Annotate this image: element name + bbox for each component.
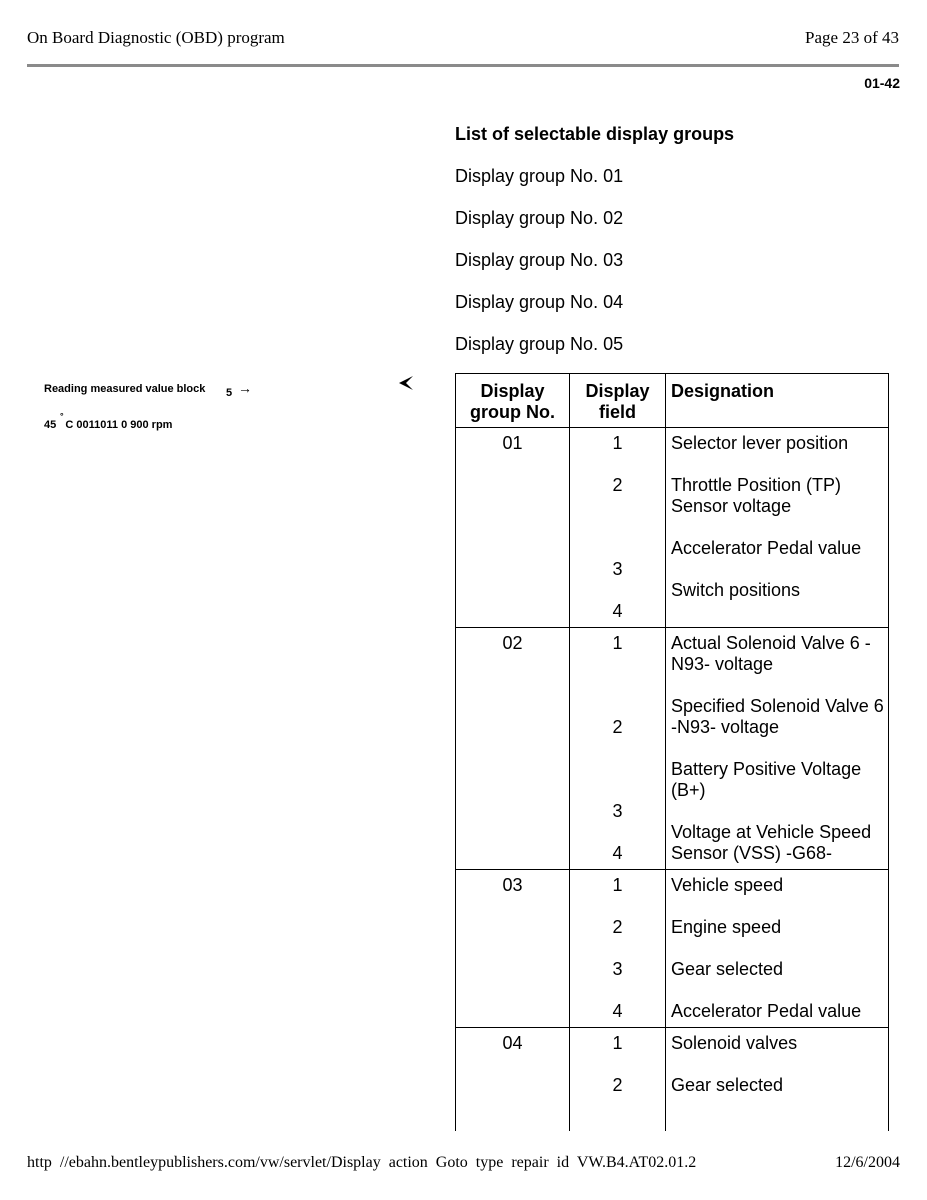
- field-number: 3: [612, 801, 623, 821]
- designation-text: Voltage at Vehicle Speed Sensor (VSS) -G68-: [671, 822, 872, 863]
- document-code: 01-42: [864, 75, 900, 91]
- designation-text: Solenoid valves: [671, 1033, 798, 1053]
- field-cell: [570, 628, 666, 870]
- field-number: 3: [612, 559, 623, 579]
- column-header-designation: Designation: [666, 374, 889, 428]
- designation-text: Gear selected: [671, 959, 784, 979]
- designation-text: Vehicle speed: [671, 875, 784, 895]
- designation-text: Battery Positive Voltage (B+): [671, 759, 862, 800]
- designation-text: Accelerator Pedal value: [671, 538, 862, 558]
- field-cell: [570, 870, 666, 1028]
- group-number: 02: [456, 628, 570, 870]
- designation-text: Specified Solenoid Valve 6 -N93- voltage: [671, 696, 884, 737]
- degree-symbol: °: [60, 411, 64, 421]
- field-number: 1: [612, 875, 623, 895]
- designation-text: Accelerator Pedal value: [671, 1001, 862, 1021]
- field-number: 4: [612, 1001, 623, 1021]
- table-row-group-02: [456, 628, 889, 870]
- footer-url[interactable]: http //ebahn.bentleypublishers.com/vw/servlet/Display action Goto type repair id VW.B4.AT02.01.2: [27, 1154, 697, 1171]
- designation-text: Throttle Position (TP) Sensor voltage: [671, 475, 842, 516]
- table-row-group-04: [456, 1028, 889, 1131]
- column-header-group: Display group No.: [456, 374, 570, 428]
- designation-cell: [666, 628, 889, 870]
- designation-text: Selector lever position: [671, 433, 849, 453]
- field-cell: [570, 428, 666, 628]
- display-group-link-01[interactable]: Display group No. 01: [455, 166, 624, 186]
- footer-date: 12/6/2004: [835, 1154, 900, 1171]
- measured-values: C 0011011 0 900 rpm: [65, 419, 173, 431]
- display-group-link-03[interactable]: Display group No. 03: [455, 250, 624, 270]
- field-number: 1: [612, 1033, 623, 1053]
- designation-text: Actual Solenoid Valve 6 -N93- voltage: [671, 633, 871, 674]
- field-number: 1: [612, 433, 623, 453]
- table-row-group-03: [456, 870, 889, 1028]
- field-number: 2: [612, 475, 623, 495]
- column-header-field: Display field: [570, 374, 666, 428]
- display-groups-table: [455, 373, 889, 1131]
- header-divider: [27, 64, 899, 67]
- field-number: 1: [612, 633, 623, 653]
- arrow-right-icon: →: [238, 380, 252, 396]
- field-number: 2: [612, 917, 623, 937]
- designation-text: Switch positions: [671, 580, 801, 600]
- group-number: 01: [456, 428, 570, 628]
- designation-cell: [666, 428, 889, 628]
- field-cell: [570, 1028, 666, 1131]
- group-number: 04: [456, 1028, 570, 1131]
- list-heading: List of selectable display groups: [455, 124, 735, 144]
- display-group-link-04[interactable]: Display group No. 04: [455, 292, 624, 312]
- block-number: 5: [226, 387, 233, 399]
- document-title: On Board Diagnostic (OBD) program: [27, 28, 285, 47]
- page-number: Page 23 of 43: [805, 28, 899, 47]
- field-number: 2: [612, 1075, 623, 1095]
- field-number: 3: [612, 959, 623, 979]
- designation-cell: [666, 1028, 889, 1131]
- designation-text: Engine speed: [671, 917, 782, 937]
- temperature-value: 45: [44, 419, 57, 431]
- designation-cell: [666, 870, 889, 1028]
- screen-display-line1: Reading measured value block: [44, 383, 206, 395]
- field-number: 4: [612, 601, 623, 621]
- display-group-link-05[interactable]: Display group No. 05: [455, 334, 624, 354]
- pointer-arrow-icon: [397, 374, 415, 397]
- field-number: 4: [612, 843, 623, 863]
- table-row-group-01: [456, 428, 889, 628]
- field-number: 2: [612, 717, 623, 737]
- designation-text: Gear selected: [671, 1075, 784, 1095]
- group-number: 03: [456, 870, 570, 1028]
- display-group-link-02[interactable]: Display group No. 02: [455, 208, 624, 228]
